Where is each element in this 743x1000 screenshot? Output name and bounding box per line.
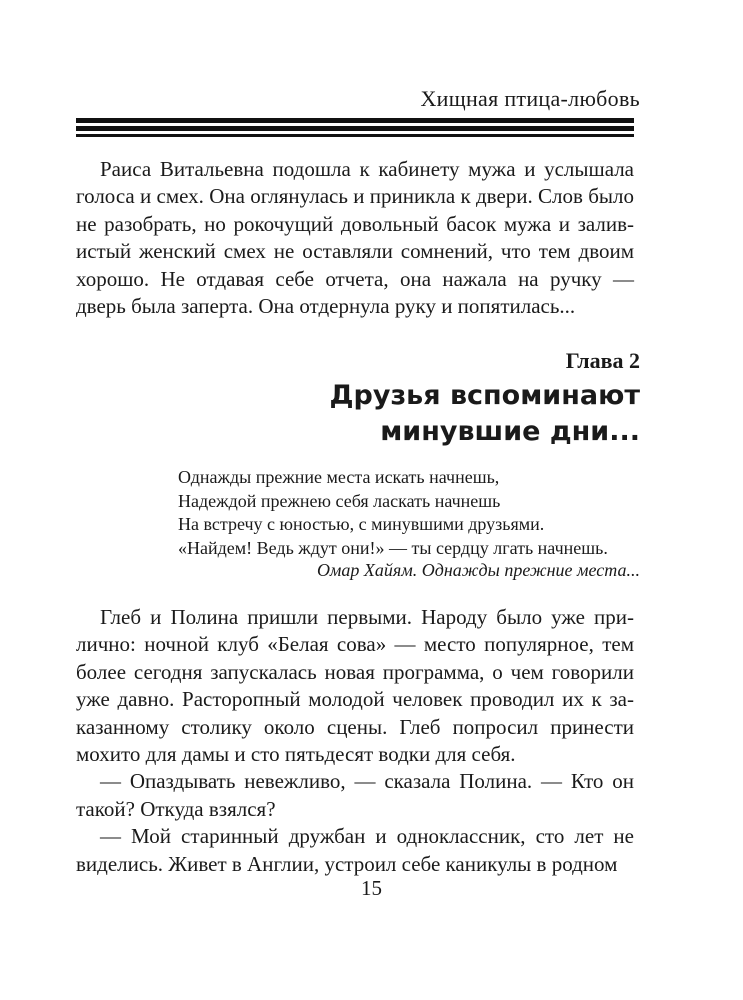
chapter-title-line: Друзья вспоминают [329,380,640,411]
epigraph-line: Однажды прежние места искать начнешь, [178,467,500,487]
main-text [76,604,634,878]
paragraph: — Мой старинный дружбан и одноклассник, сто лет не виделись. Живет в Англии, устроил себе каникулы в родном [76,824,634,876]
running-head: Хищная птица-любовь [420,86,640,111]
epigraph [178,466,608,560]
paragraph: — Опаздывать невежливо, — сказала Полина. — Кто он такой? Откуда взялся? [76,769,634,821]
page-number: 15 [361,876,382,900]
epigraph-source: Омар Хайям. Однажды прежние места... [316,560,640,580]
epigraph-line: «Найдем! Ведь ждут они!» — ты сердцу лгать начнешь. [178,537,608,558]
header-rule-bottom [76,134,634,137]
intro-text [76,156,634,320]
chapter-title [329,378,640,450]
chapter-title-line: минувшие дни... [380,416,640,447]
epigraph-line: На встречу с юностью, с минувшими друзьями. [178,514,545,534]
epigraph-line: Надеждой прежнею себя ласкать начнешь [178,490,501,511]
intro-paragraph: Раиса Витальевна подошла к кабинету мужа и услышала голоса и смех. Она оглянулась и приникла к двери. Слов было не разобрать, но рокочущий довольный басок мужа и залив- истый женский смех не оставляли сомнений, что тем двоим хорошо. Не отдавая себе отчета, она нажала на ручку — дверь была заперта. Она отдернула руку и попятилась... [76,157,634,319]
chapter-label: Глава 2 [565,348,640,373]
header-rule-top [76,118,634,123]
paragraph: Глеб и Полина пришли первыми. Народу было уже при- лично: ночной клуб «Белая сова» — место популярное, тем более сегодня запускалась новая программа, о чем говорили уже давно. Расторопный молодой человек проводил их к за- казанному столику около сцены. Глеб попросил принести мохито для дамы и сто пятьдесят водки для себя. [76,605,634,767]
header-rule-middle [76,126,634,131]
